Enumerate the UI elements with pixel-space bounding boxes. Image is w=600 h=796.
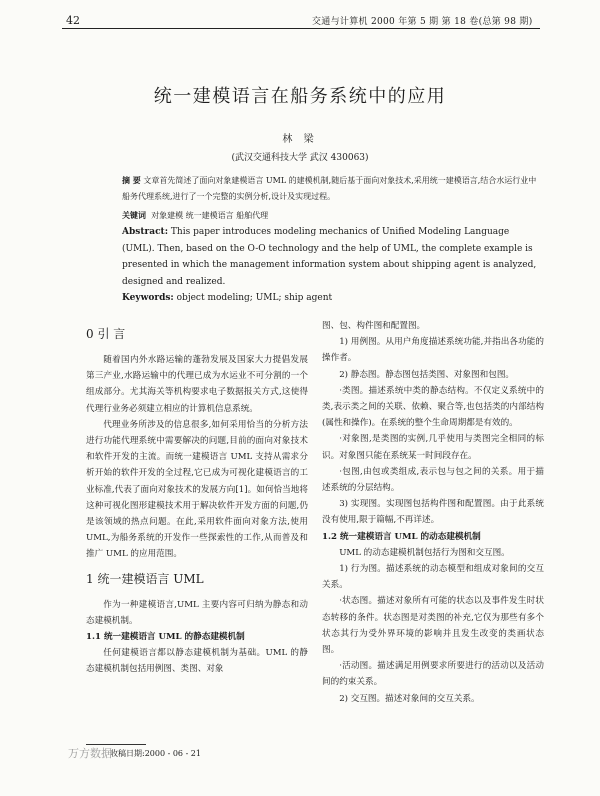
paragraph: 随着国内外水路运输的蓬勃发展及国家大力提倡发展第三产业,水路运输中的代理已成为水运业不可分割的一个组成部分。尤其海关等机构要求电子数据报关方式,这使得代理行业务必须建立相应的计算机信息系统。 (86, 355, 308, 414)
keywords-cn-label: 关键词 (122, 210, 146, 220)
paragraph: 代理业务所涉及的信息很多,如何采用恰当的分析方法进行功能代理系统中需要解决的问题,目前的面向对象技术和软件开发的主流。而统一建模语言 UML 支持从需求分析开始的软件开发的全过程,它已成为可视化建模语言的工业标准,代表了面向对象技术的发展方向[1]。如何恰当地将这种可视化图形建模技术用于解决软件开发方面的问题,仍是该领域的热点问题。在此,采用软件面向对象方法,使用 UML,为船务系统的开发作一些探索性的工作,从而普及和推广 UML 的应用范围。 (86, 419, 308, 560)
bullet-item: ·对象图,是类图的实例,几乎使用与类图完全相同的标识。对象图只能在系统某一时间段存在。 (322, 434, 544, 461)
list-item: 2) 交互图。描述对象间的交互关系。 (339, 693, 480, 704)
keywords-en-text: object modeling; UML; ship agent (176, 293, 333, 303)
author: 林 梁 (282, 134, 318, 145)
list-item: 2) 静态图。静态图包括类图、对象图和包图。 (339, 369, 515, 380)
keywords-en-label: Keywords: (122, 293, 174, 303)
abstract-en (122, 224, 542, 290)
keywords-en (122, 290, 542, 307)
watermark: 万方数据 (68, 747, 112, 760)
keywords-cn-text: 对象建模 统一建模语言 船舶代理 (151, 211, 269, 220)
abstract-en-text: This paper introduces modeling mechanics of Unified Modeling Language (UML). Then, based on the O-O technology and the help of UML, the complete example is presented in which the management information system about shipping agent is analyzed, designed and realized. (122, 227, 537, 287)
subsection-1-2-heading: 1.2 统一建模语言 UML 的动态建模机制 (322, 531, 481, 542)
left-column (86, 318, 308, 678)
page-number: 42 (66, 14, 80, 27)
section-1-heading: 1 统一建模语言 UML (86, 571, 204, 586)
bullet-item: ·状态图。描述对象所有可能的状态以及事件发生时状态转移的条件。状态图是对类图的补充,它仅为那些有多个状态其行为受外界环境的影响并且发生改变的类画状态图。 (322, 596, 544, 656)
paragraph: UML 的动态建模机制包括行为图和交互图。 (339, 547, 510, 558)
abstract-cn-label: 摘 要 (122, 175, 141, 185)
section-0-heading: 0 引 言 (86, 327, 126, 341)
right-column (322, 318, 544, 707)
bullet-item: ·活动图。描述满足用例要求所要进行的活动以及活动间的约束关系。 (322, 661, 544, 688)
paragraph: 作为一种建模语言,UML 主要内容可归纳为静态和动态建模机制。 (86, 599, 308, 626)
abstract-cn (122, 172, 542, 205)
bullet-item: ·类图。描述系统中类的静态结构。不仅定义系统中的类,表示类之间的关联、依赖、聚合等,也包括类的内部结构(属性和操作)。在系统的整个生命周期都是有效的。 (322, 385, 544, 429)
journal-header: 交通与计算机 2000 年第 5 期 第 18 卷(总第 98 期) (312, 17, 533, 27)
paper-title: 统一建模语言在船务系统中的应用 (153, 86, 447, 107)
list-item: 1) 用例图。从用户角度描述系统功能,并指出各功能的操作者。 (322, 337, 544, 364)
header-rule (62, 28, 540, 29)
list-item: 3) 实现图。实现图包括构件图和配置图。由于此系统没有使用,限于篇幅,不再详述。 (322, 499, 544, 526)
list-item: 1) 行为图。描述系统的动态模型和组成对象间的交互关系。 (322, 564, 544, 591)
received-date-footnote: 收稿日期:2000 - 06 - 21 (110, 749, 201, 758)
paragraph: 图、包、构件图和配置图。 (322, 321, 426, 331)
keywords-cn (122, 207, 542, 224)
abstract-en-label: Abstract: (122, 227, 169, 237)
subsection-1-1-heading: 1.1 统一建模语言 UML 的静态建模机制 (86, 632, 245, 643)
paragraph: 任何建模语言都以静态建模机制为基础。UML 的静态建模机制包括用例图、类图、对象 (86, 648, 308, 675)
bullet-item: ·包图,由包或类组成,表示包与包之间的关系。用于描述系统的分层结构。 (322, 466, 544, 494)
abstract-cn-text: 文章首先简述了面向对象建模语言 UML 的建模机制,随后基于面向对象技术,采用统一建模语言,结合水运行业中船务代理系统,进行了一个完整的实例分析,设计及实现过程。 (122, 176, 537, 201)
affiliation: (武汉交通科技大学 武汉 430063) (231, 153, 369, 163)
